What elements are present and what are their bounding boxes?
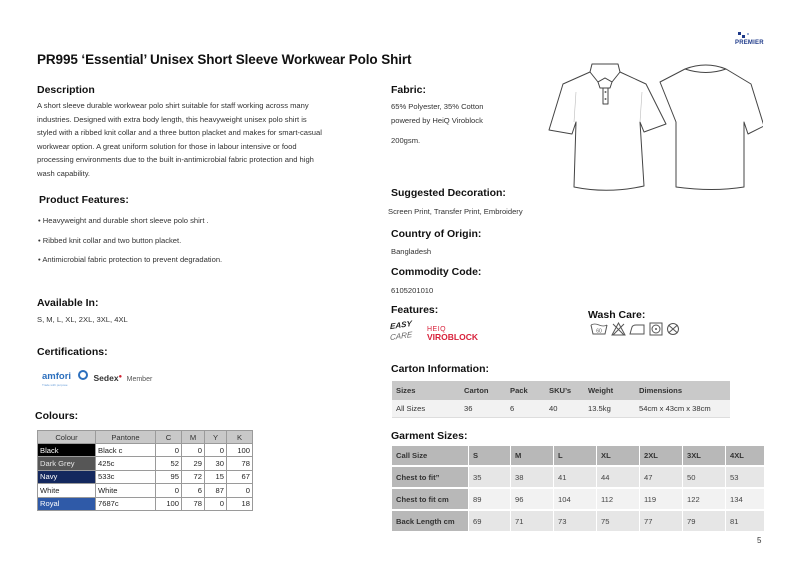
country-of-origin-value: Bangladesh <box>391 247 432 256</box>
table-cell: 122 <box>683 489 726 509</box>
column-header: Pack <box>506 381 545 400</box>
column-header: M <box>182 431 205 444</box>
colour-swatch-cell: Navy <box>38 470 96 483</box>
cmyk-y-cell: 15 <box>205 470 227 483</box>
column-header: C <box>156 431 182 444</box>
cmyk-k-cell: 0 <box>227 484 253 497</box>
table-cell: 96 <box>511 489 554 509</box>
column-header: 4XL <box>726 446 765 465</box>
cmyk-m-cell: 29 <box>182 457 205 470</box>
cmyk-k-cell: 18 <box>227 497 253 510</box>
table-row <box>38 497 253 510</box>
colours-table <box>37 430 253 511</box>
wash-60-icon <box>590 322 608 336</box>
colour-swatch-cell: White <box>38 484 96 497</box>
description-heading: Description <box>37 84 95 96</box>
table-cell: 53 <box>726 467 765 487</box>
column-header: S <box>469 446 511 465</box>
cmyk-y-cell: 87 <box>205 484 227 497</box>
table-cell: 73 <box>554 511 597 531</box>
polo-shirt-illustration <box>548 62 763 192</box>
table-cell: 38 <box>511 467 554 487</box>
pantone-cell: 533c <box>96 470 156 483</box>
cmyk-y-cell: 30 <box>205 457 227 470</box>
care-text: CARE <box>390 329 413 343</box>
cmyk-k-cell: 67 <box>227 470 253 483</box>
garment-sizes-table <box>392 444 765 533</box>
do-not-bleach-icon <box>611 322 626 336</box>
column-header: M <box>511 446 554 465</box>
column-header: Dimensions <box>635 381 730 400</box>
svg-text:60: 60 <box>596 328 602 335</box>
table-cell: 75 <box>597 511 640 531</box>
iron-icon <box>629 322 646 336</box>
description-line: processing environments due to the built in-antimicrobial fabric protection and high <box>37 155 314 165</box>
column-header: XL <box>597 446 640 465</box>
table-cell: 81 <box>726 511 765 531</box>
heiq-viroblock-logo <box>427 326 507 342</box>
column-header: Y <box>205 431 227 444</box>
description-text <box>37 99 387 181</box>
suggested-decoration-heading: Suggested Decoration: <box>391 187 506 199</box>
table-cell: 104 <box>554 489 597 509</box>
pantone-cell: 425c <box>96 457 156 470</box>
table-cell: 36 <box>460 400 506 417</box>
fabric-composition: 65% Polyester, 35% Cotton <box>391 102 484 111</box>
wash-care-icons <box>590 322 680 336</box>
cmyk-c-cell: 0 <box>156 484 182 497</box>
row-label: Chest to fit cm <box>392 489 469 509</box>
sedex-member-text: Member <box>126 375 153 383</box>
heiq-text: HEIQ <box>427 326 447 333</box>
column-header: Carton <box>460 381 506 400</box>
amfori-circle-icon <box>78 370 88 380</box>
table-cell: 89 <box>469 489 511 509</box>
do-not-dry-clean-icon <box>666 322 680 336</box>
column-header: L <box>554 446 597 465</box>
garment-sizes-heading: Garment Sizes: <box>391 430 468 442</box>
country-of-origin-heading: Country of Origin: <box>391 228 482 240</box>
available-in-heading: Available In: <box>37 297 99 309</box>
column-header: Sizes <box>392 381 460 400</box>
carton-table <box>392 381 730 418</box>
table-cell: 44 <box>597 467 640 487</box>
table-cell: 69 <box>469 511 511 531</box>
row-label: Chest to fit” <box>392 467 469 487</box>
table-cell: 134 <box>726 489 765 509</box>
fabric-weight: 200gsm. <box>391 136 421 145</box>
garment-table-header <box>392 446 765 465</box>
cmyk-m-cell: 72 <box>182 470 205 483</box>
feature-item: • Antimicrobial fabric protection to prevent degradation. <box>38 255 223 264</box>
cmyk-k-cell: 100 <box>227 444 253 457</box>
sedex-text: Sedex <box>93 372 119 383</box>
viroblock-text: VIROBLOCK <box>427 332 478 342</box>
table-cell: 112 <box>597 489 640 509</box>
pantone-cell: 7687c <box>96 497 156 510</box>
table-cell: 6 <box>506 400 545 417</box>
table-cell: 40 <box>545 400 584 417</box>
wash-care-heading: Wash Care: <box>588 309 646 321</box>
table-cell: 41 <box>554 467 597 487</box>
column-header: K <box>227 431 253 444</box>
table-cell: 77 <box>640 511 683 531</box>
easy-text: EASY <box>390 319 412 332</box>
column-header: Pantone <box>96 431 156 444</box>
amfori-text: amfori <box>42 371 72 382</box>
table-cell: 47 <box>640 467 683 487</box>
table-cell: 71 <box>511 511 554 531</box>
description-line: styled with a ribbed knit collar and a three button placket and makes for smart-casual <box>37 128 322 138</box>
cmyk-y-cell: 0 <box>205 497 227 510</box>
easy-care-logo <box>390 318 420 352</box>
fabric-heading: Fabric: <box>391 84 427 96</box>
table-cell: 119 <box>640 489 683 509</box>
colour-swatch-cell: Royal <box>38 497 96 510</box>
pantone-cell: Black c <box>96 444 156 457</box>
sedex-logo <box>94 368 153 386</box>
carton-information-heading: Carton Information: <box>391 363 489 375</box>
cmyk-c-cell: 95 <box>156 470 182 483</box>
table-cell: 50 <box>683 467 726 487</box>
table-cell: 54cm x 43cm x 38cm <box>635 400 730 417</box>
features-heading: Features: <box>391 304 439 316</box>
colours-heading: Colours: <box>35 410 79 422</box>
table-row <box>392 467 765 487</box>
cmyk-m-cell: 6 <box>182 484 205 497</box>
table-row <box>38 470 253 483</box>
page-number: 5 <box>757 536 762 545</box>
colours-table-header <box>38 431 253 444</box>
description-line: wash capability. <box>37 168 91 178</box>
colour-swatch-cell: Dark Grey <box>38 457 96 470</box>
tumble-dry-icon <box>649 322 663 336</box>
description-line: workwear option. A great uniform solution for those in labour intensive or food <box>37 141 297 151</box>
premier-logo <box>735 30 771 52</box>
cmyk-m-cell: 0 <box>182 444 205 457</box>
logo-square-icon <box>738 32 741 35</box>
cmyk-y-cell: 0 <box>205 444 227 457</box>
suggested-decoration-value: Screen Print, Transfer Print, Embroidery <box>388 207 523 216</box>
cmyk-c-cell: 52 <box>156 457 182 470</box>
column-header: Weight <box>584 381 635 400</box>
fabric-technology: powered by HeiQ Viroblock <box>391 116 483 125</box>
column-header: Call Size <box>392 446 469 465</box>
column-header: 2XL <box>640 446 683 465</box>
table-cell: 13.5kg <box>584 400 635 417</box>
table-row <box>38 484 253 497</box>
table-row <box>38 457 253 470</box>
logo-square-icon <box>742 35 745 38</box>
product-features-heading: Product Features: <box>39 194 129 206</box>
page-title: PR995 ‘Essential’ Unisex Short Sleeve Workwear Polo Shirt <box>37 52 412 67</box>
colour-swatch-cell: Black <box>38 444 96 457</box>
logo-square-icon <box>747 33 749 35</box>
description-line: industries. Designed with extra body length, this heavyweight unisex polo shirt is <box>37 114 307 124</box>
description-line: A short sleeve durable workwear polo shirt suitable for staff working across many <box>37 101 309 110</box>
column-header: 3XL <box>683 446 726 465</box>
pantone-cell: White <box>96 484 156 497</box>
logo-text: PREMIER <box>735 40 764 46</box>
certification-logos <box>42 366 152 387</box>
commodity-code-value: 6105201010 <box>391 286 434 295</box>
amfori-logo <box>42 366 88 387</box>
certifications-heading: Certifications: <box>37 346 108 358</box>
commodity-code-heading: Commodity Code: <box>391 266 482 278</box>
table-row <box>392 489 765 509</box>
table-row <box>38 444 253 457</box>
sedex-mark-icon: ● <box>118 373 123 380</box>
cmyk-k-cell: 78 <box>227 457 253 470</box>
table-row <box>392 400 730 417</box>
column-header: Colour <box>38 431 96 444</box>
amfori-tagline: Trade with purpose <box>42 383 68 387</box>
cmyk-m-cell: 78 <box>182 497 205 510</box>
feature-item: • Ribbed knit collar and two button placket. <box>38 236 182 245</box>
table-cell: All Sizes <box>392 400 460 417</box>
feature-item: • Heavyweight and durable short sleeve polo shirt . <box>38 216 209 225</box>
carton-table-header <box>392 381 730 400</box>
cmyk-c-cell: 100 <box>156 497 182 510</box>
cmyk-c-cell: 0 <box>156 444 182 457</box>
table-cell: 79 <box>683 511 726 531</box>
table-cell: 35 <box>469 467 511 487</box>
table-row <box>392 511 765 531</box>
column-header: SKU’s <box>545 381 584 400</box>
row-label: Back Length cm <box>392 511 469 531</box>
available-sizes: S, M, L, XL, 2XL, 3XL, 4XL <box>37 315 128 324</box>
